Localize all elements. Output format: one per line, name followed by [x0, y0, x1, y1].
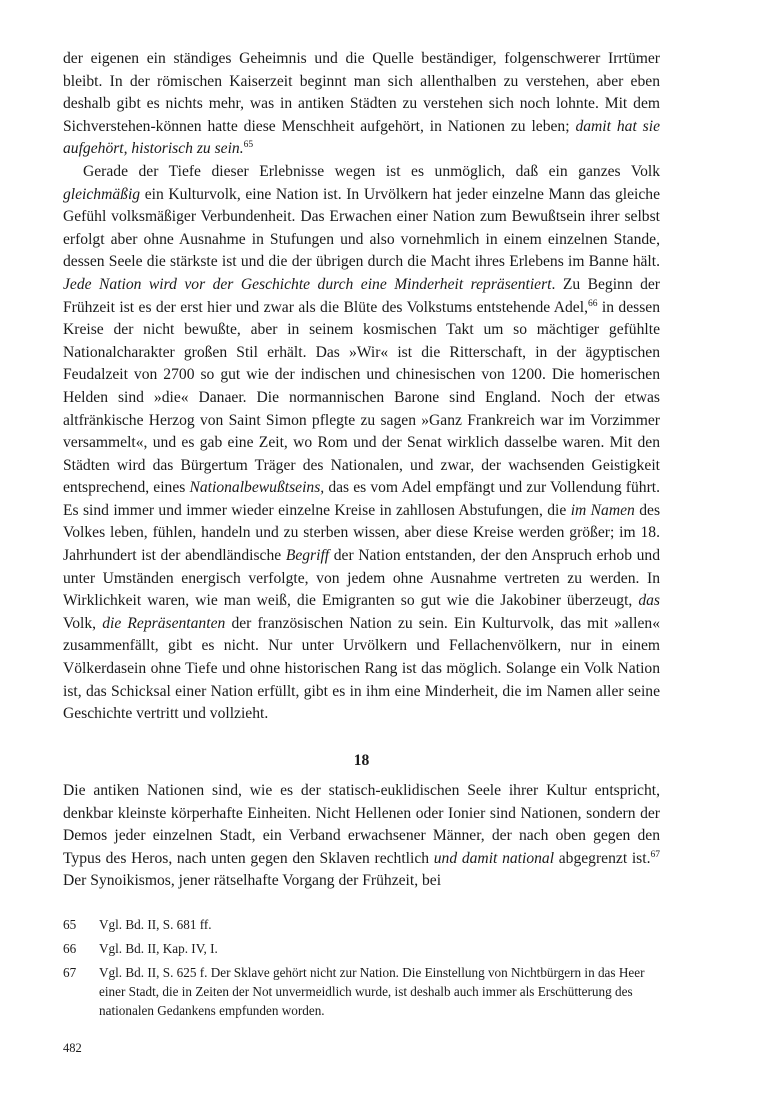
footnote	[63, 939, 660, 958]
text-run: der Nation entstanden, der den Anspruch erhob und unter Umständen energisch verfolgte, von jedem ohne Ausnahme vertreten zu werden. In Wirklichkeit waren, wie man weiß, die Emigranten so gut wie die Jakobiner überzeugt,	[63, 547, 660, 610]
footnote-reference: 67	[650, 849, 660, 860]
section-number: 18	[353, 752, 370, 769]
text-run: Volk,	[63, 614, 103, 632]
emphasis-text: damit hat sie aufgehört, historisch zu sein.	[63, 117, 660, 158]
paragraph	[63, 161, 660, 726]
text-run: des Volkes leben, fühlen, handeln und zu sterben wissen, aber diese Kreise werden größer; im 18. Jahrhundert ist der abendländische	[63, 501, 661, 565]
text-run: der eigenen ein ständiges Geheimnis und die Quelle beständiger, folgenschwerer Irrtümer bleibt. In der römischen Kaiserzeit beginnt man sich allenthalben zu verstehen, aber eben deshalb gibt es nichts mehr, was in antiken Städten zu verstehen sich noch lohnte. Mit dem Sichverstehen-können hatte diese Menschheit aufgehört, in Nationen zu leben;	[63, 50, 660, 135]
footnote-text: Vgl. Bd. II, S. 625 f. Der Sklave gehört nicht zur Nation. Die Einstellung von Nichtbürgern in das Heer einer Stadt, die in Zeiten der Not unvermeidlich wurde, ist deshalb auch immer als Erschütterung des nationalen Gedankens empfunden worden.	[99, 965, 645, 1018]
text-run: Gerade der Tiefe dieser Erlebnisse wegen ist es unmöglich, daß ein ganzes Volk	[83, 162, 660, 180]
emphasis-text: und damit national	[433, 849, 555, 867]
emphasis-text: Jede Nation wird vor der Geschichte durch eine Minderheit repräsentiert	[63, 275, 552, 293]
emphasis-text: gleichmäßig	[63, 185, 141, 203]
paragraph	[63, 48, 660, 161]
page-number: 482	[63, 1041, 82, 1055]
footnote-reference: 65	[243, 140, 254, 151]
footnote	[63, 963, 660, 1020]
emphasis-text: das	[638, 592, 660, 610]
text-run: das es vom Adel empfängt und zur Vollendung führt. Es sind immer und immer wieder einzelne Kreise in zahllosen Abstufungen, die	[63, 479, 661, 519]
text-run: Der Synoikismos, jener rätselhafte Vorgang der Frühzeit, bei	[63, 872, 442, 890]
text-run: . Zu Beginn der Frühzeit ist es der erst hier und zwar als die Blüte des Volkstums entstehende Adel,	[63, 275, 660, 316]
footnote-text: Vgl. Bd. II, Kap. IV, I.	[99, 941, 218, 956]
footnote-number: 66	[63, 941, 77, 956]
footnote-number: 67	[63, 965, 77, 980]
text-run: ein Kulturvolk, eine Nation ist. In Urvölkern hat jeder einzelne Mann das gleiche Gefühl volksmäßiger Verbundenheit. Das Erwachen einer Nation zum Bewußtsein ihrer selbst erfolgt aber ohne Ausnahme in Stufungen und also vornehmlich in einem einzelnen Stande, dessen Seele die stärkste ist und die der übrigen durch die Macht ihres Erlebens im Banne hält.	[63, 185, 660, 271]
text-run: abgegrenzt ist.	[554, 849, 651, 867]
body-text	[63, 48, 660, 726]
paragraph	[63, 780, 660, 893]
footnotes	[63, 915, 660, 1025]
text-run: Die antiken Nationen sind, wie es der statisch-euklidischen Seele ihrer Kultur entspricht, denkbar kleinste körperhafte Einheiten. Nicht Hellenen oder Ionier sind Nationen, sondern der Demos jeder einzelnen Stadt, ein Verband erwachsener Männer, der nach oben gegen den Typus des Heros, nach unten gegen den Sklaven rechtlich	[63, 782, 660, 867]
footnote-number: 65	[63, 917, 77, 932]
section-text	[63, 780, 660, 893]
text-run: der französischen Nation zu sein. Ein Kulturvolk, das mit »allen« zusammenfällt, gibt es nicht. Nur unter Urvölkern und Fellachenvölkern, nur in einem Völkerdasein ohne Tiefe und ohne historischen Rang ist das möglich. Solange ein Volk Nation ist, das Schicksal einer Nation erfüllt, gibt es in ihm eine Minderheit, die im Namen aller seine Geschichte vertritt und vollzieht.	[63, 614, 660, 723]
emphasis-text: im Namen	[570, 501, 635, 519]
footnote-reference: 66	[587, 298, 598, 309]
footnote	[63, 915, 660, 934]
emphasis-text: die Repräsentanten	[102, 614, 226, 632]
footnote-text: Vgl. Bd. II, S. 681 ff.	[99, 917, 212, 932]
emphasis-text: Begriff	[285, 547, 330, 565]
emphasis-text: Nationalbewußtseins,	[189, 479, 325, 497]
text-run: in dessen Kreise der nicht bewußte, aber in seinem kosmischen Takt um so mächtiger gefühlte Nationalcharakter großen Stil erhält. Das »Wir« ist die Ritterschaft, in der ägyptischen Feudalzeit von 2700 so gut wie der indischen und chinesischen von 1200. Die homerischen Helden sind »die« Danaer. Die normannischen Barone sind England. Noch der etwas altfränkische Herzog von Saint Simon pflegte zu sagen »Ganz Frankreich war im Vorzimmer versammelt«, und es gab eine Zeit, wo Rom und der Senat wirklich dasselbe waren. Mit den Städten wird das Bürgertum Träger des Nationalen, und zwar, der wachsenden Geistigkeit entsprechend, eines	[63, 298, 660, 497]
